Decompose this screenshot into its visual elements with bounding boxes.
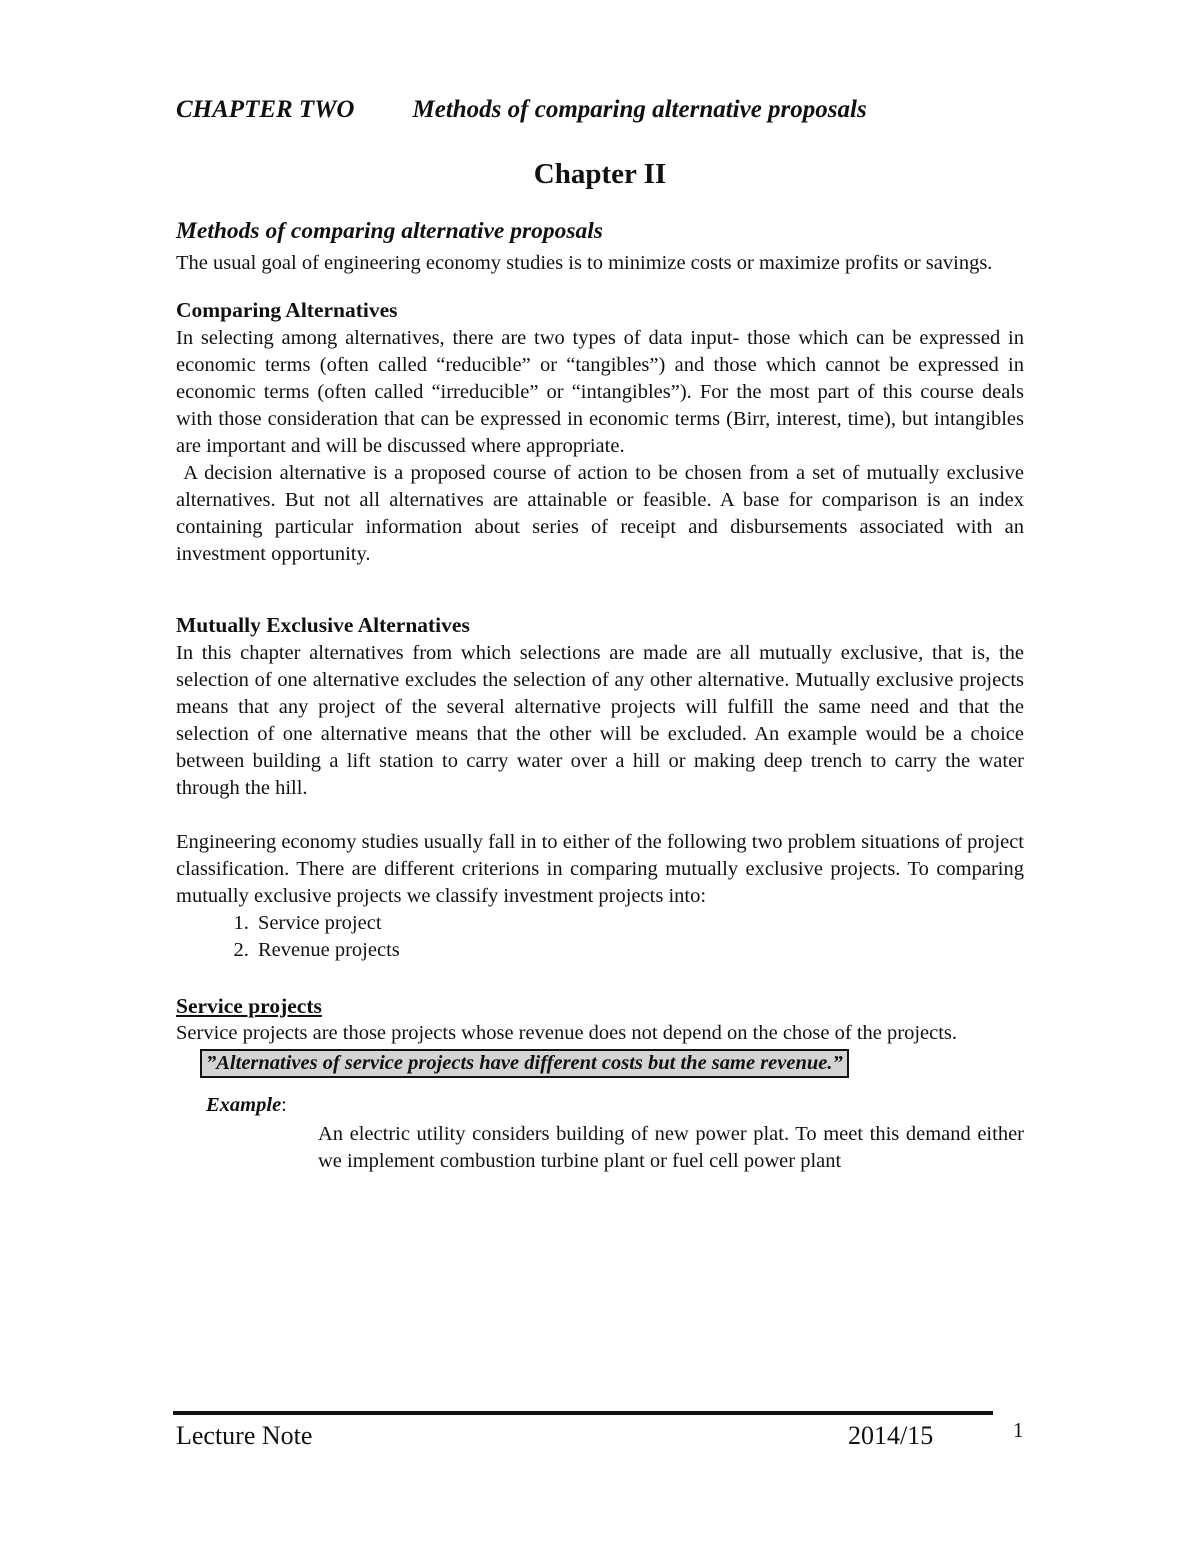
footer-rule (173, 1411, 993, 1415)
header-chapter-label: CHAPTER TWO (176, 96, 355, 123)
running-header (176, 96, 867, 124)
header-chapter-topic: Methods of comparing alternative proposals (412, 96, 867, 123)
list-item: 1. Service project (254, 910, 1024, 937)
intro-paragraph: The usual goal of engineering economy studies is to minimize costs or maximize profits or savings. (176, 252, 993, 274)
service-paragraph: Service projects are those projects whose revenue does not depend on the chose of the projects. (176, 1022, 958, 1044)
example-text: An electric utility considers building of new power plat. To meet this demand either we implement combustion turbine plant or fuel cell power plant (318, 1123, 1024, 1172)
section-subtitle: Methods of comparing alternative proposals (176, 218, 603, 244)
footer-right-text: 2014/15 (848, 1421, 934, 1450)
project-type-list (176, 910, 1024, 964)
comparing-paragraph-2: A decision alternative is a proposed course of action to be chosen from a set of mutually exclusive alternatives. But not all alternatives are attainable or feasible. A base for comparison is an index containing particular information about series of receipt and disbursements associated with an investment opportunity. (176, 462, 1030, 565)
footer-left-text: Lecture Note (176, 1421, 313, 1450)
highlighted-quote: ”Alternatives of service projects have different costs but the same revenue.” (200, 1049, 849, 1078)
mutually-paragraph-2: Engineering economy studies usually fall in to either of the following two problem situations of project classification. There are different criterions in comparing mutually exclusive projects. To comparing mutually exclusive projects we classify investment projects into: (176, 831, 1024, 907)
mutually-paragraph-1: In this chapter alternatives from which selections are made are all mutually exclusive, that is, the selection of one alternative excludes the selection of any other alternative. Mutually exclusive projects means that any project of the several alternative projects will fulfill the same need and that the selection of one alternative means that the other will be excluded. An example would be a choice between building a lift station to carry water over a hill or making deep trench to carry the water through the hill. (176, 642, 1024, 799)
comparing-paragraph-1: In selecting among alternatives, there are two types of data input- those which can be expressed in economic terms (often called “reducible” or “tangibles”) and those which cannot be expressed in economic terms (often called “irreducible” or “intangibles”). For the most part of this course deals with those consideration that can be expressed in economic terms (Birr, interest, time), but intangibles are important and will be discussed where appropriate. (176, 327, 1024, 457)
document-body (176, 216, 1030, 1175)
list-item: 2. Revenue projects (254, 937, 1024, 964)
chapter-title: Chapter II (533, 158, 667, 190)
example-label: Example: (206, 1094, 287, 1116)
heading-service-projects: Service projects (176, 994, 322, 1018)
page-number: 1 (1013, 1418, 1024, 1442)
heading-mutually-exclusive: Mutually Exclusive Alternatives (176, 613, 470, 637)
heading-comparing-alternatives: Comparing Alternatives (176, 298, 398, 322)
